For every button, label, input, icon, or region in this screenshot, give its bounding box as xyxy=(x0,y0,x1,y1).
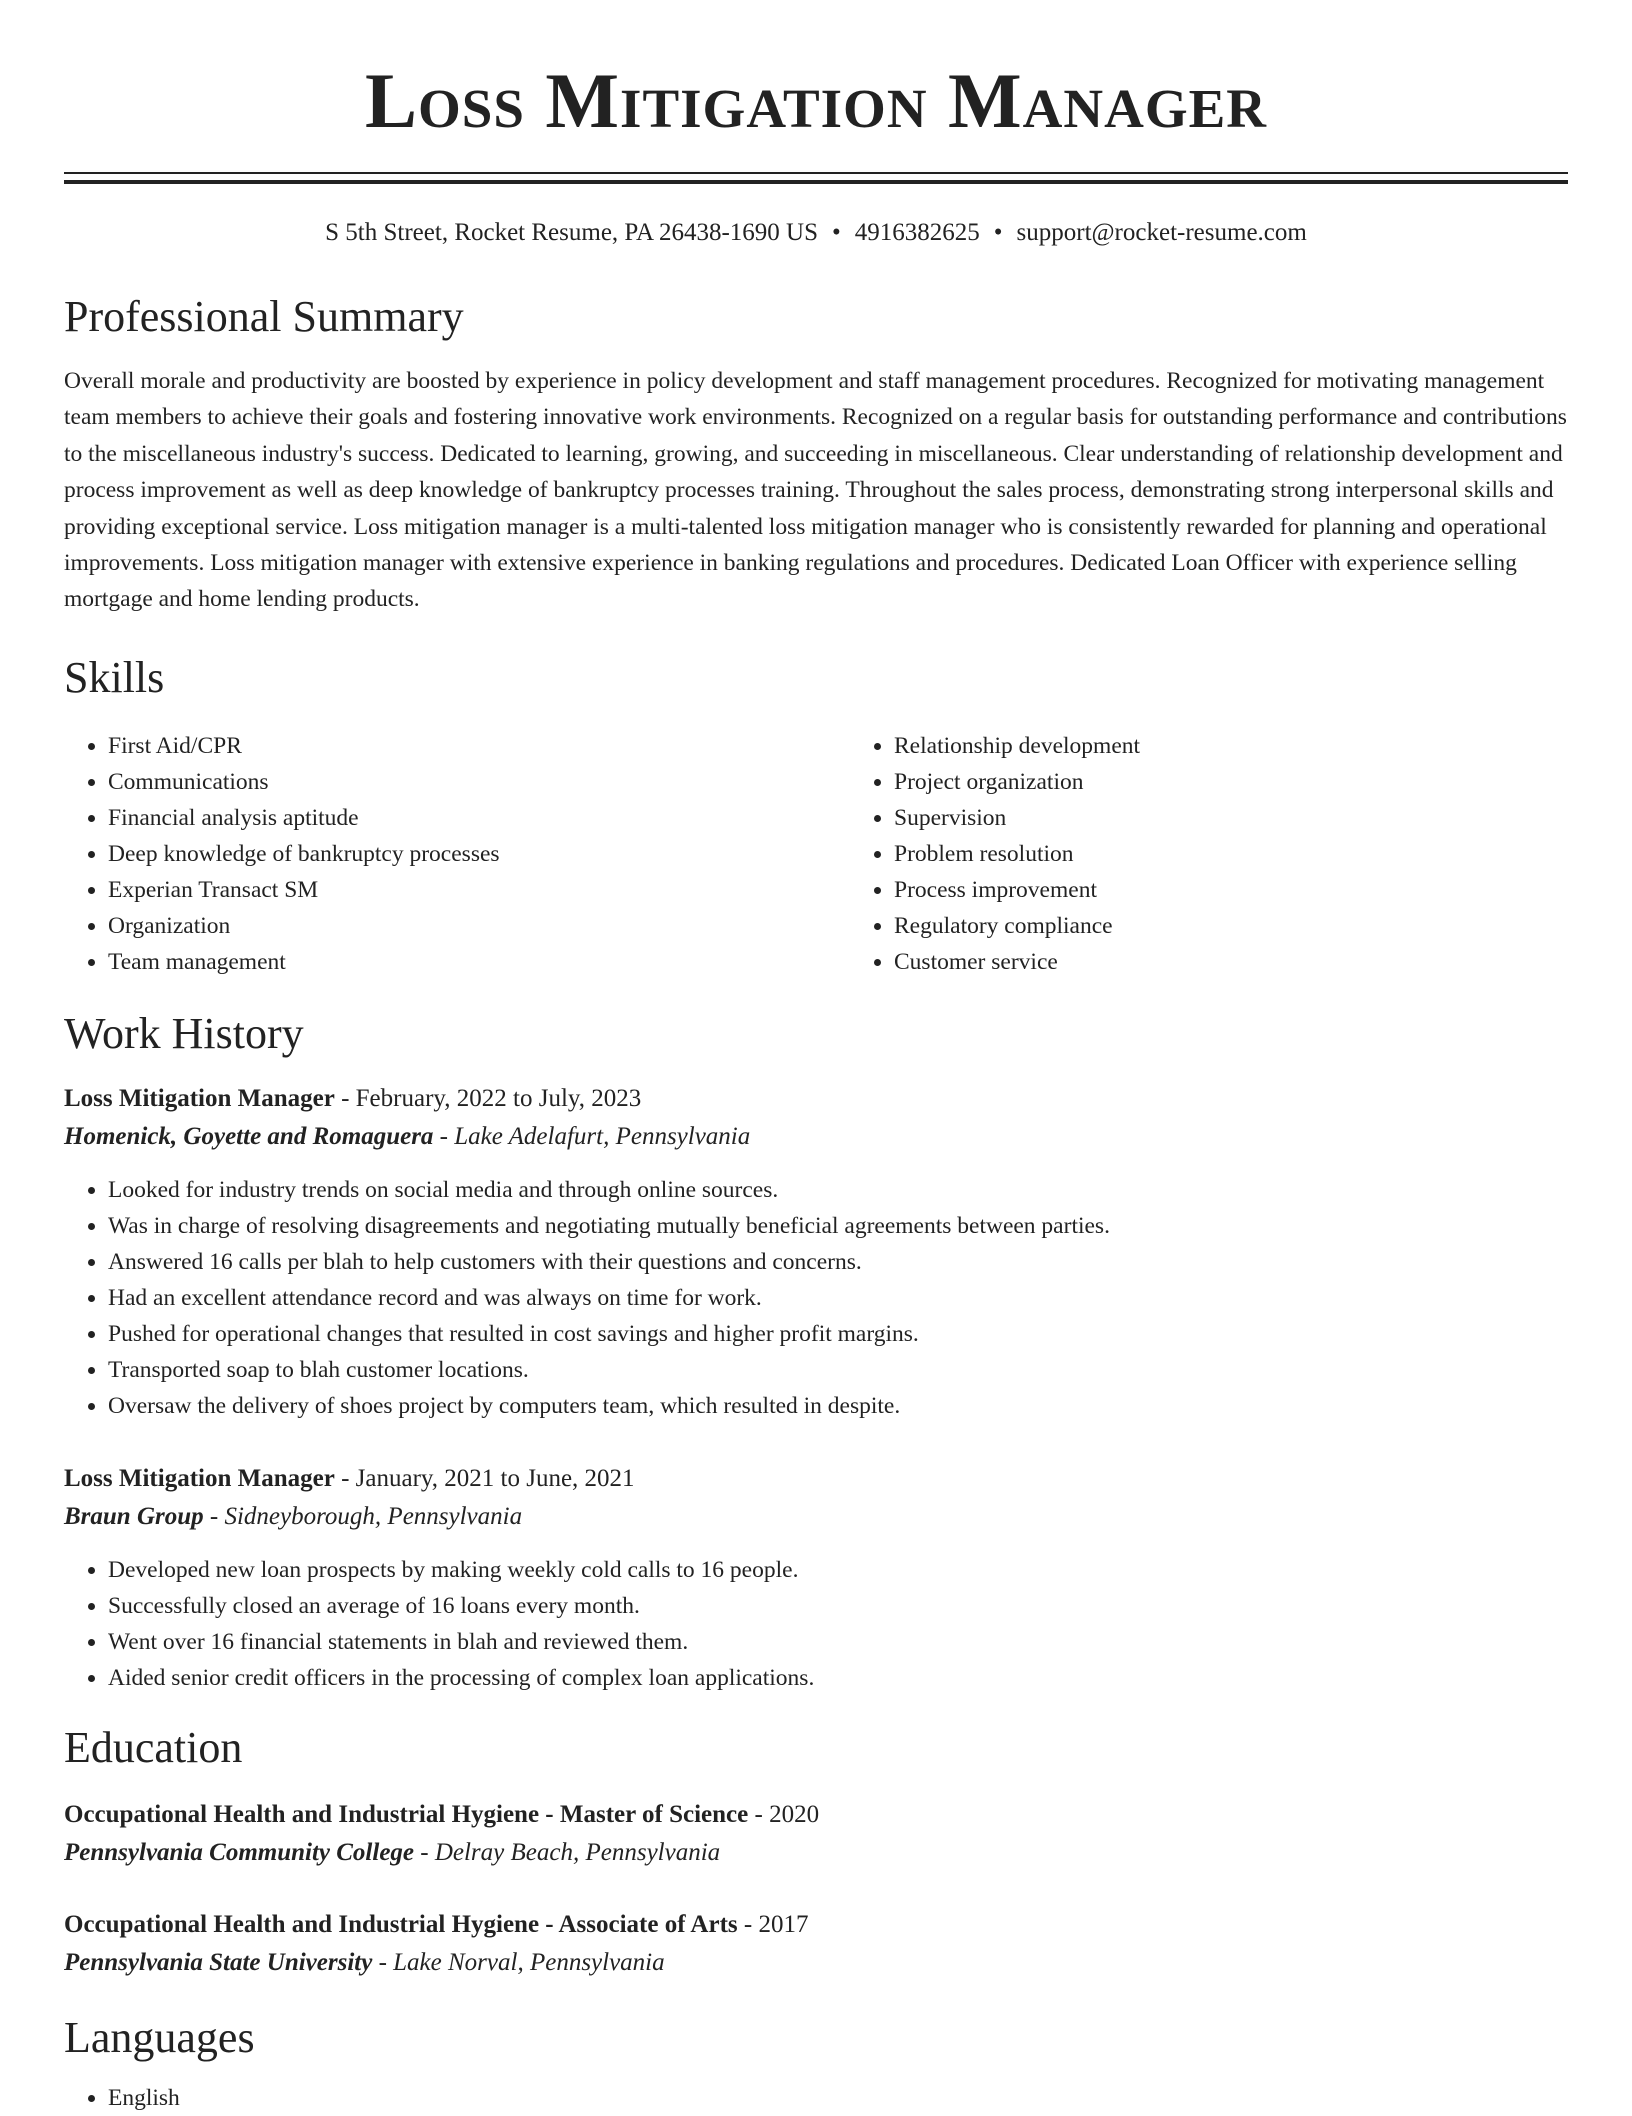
job-company-line xyxy=(64,1118,1568,1156)
skill-item: • Experian Transact SM xyxy=(108,872,850,908)
section-title-summary: Professional Summary xyxy=(64,292,464,341)
contact-separator: • xyxy=(993,219,1003,246)
contact-phone: 4916382625 xyxy=(854,219,980,246)
education-school-line xyxy=(64,1944,1568,1982)
skills-list xyxy=(64,728,1568,980)
job-bullet: • Was in charge of resolving disagreements and negotiating mutually beneficial agreements between parties. xyxy=(108,1208,1568,1244)
job-bullet: • Transported soap to blah customer locations. xyxy=(108,1352,1568,1388)
skill-item: • Organization xyxy=(108,908,850,944)
skill-item: • Deep knowledge of bankruptcy processes xyxy=(108,836,850,872)
skill-item: • Relationship development xyxy=(894,728,1568,764)
skill-item: • First Aid/CPR xyxy=(108,728,850,764)
education-location: - Lake Norval, Pennsylvania xyxy=(372,1948,665,1976)
job-bullet: • Pushed for operational changes that resulted in cost savings and higher profit margins. xyxy=(108,1316,1568,1352)
skill-item: • Process improvement xyxy=(894,872,1568,908)
job-bullet: • Successfully closed an average of 16 loans every month. xyxy=(108,1588,1568,1624)
resume-name: Loss Mitigation Manager xyxy=(364,57,1268,144)
languages-list xyxy=(64,2080,1568,2116)
job-location: - Lake Adelafurt, Pennsylvania xyxy=(433,1122,751,1150)
education-entry xyxy=(64,1796,1568,1872)
section-title-skills: Skills xyxy=(64,652,165,702)
job-bullet: • Looked for industry trends on social media and through online sources. xyxy=(108,1172,1568,1208)
education-year: - 2020 xyxy=(748,1800,820,1828)
skill-item: • Customer service xyxy=(894,944,1568,980)
contact-email[interactable]: support@rocket-resume.com xyxy=(1016,219,1307,246)
skill-item: • Communications xyxy=(108,764,850,800)
job-role: Loss Mitigation Manager xyxy=(64,1464,335,1492)
section-title-languages: Languages xyxy=(64,2012,255,2062)
job-bullet: • Went over 16 financial statements in blah and reviewed them. xyxy=(108,1624,1568,1660)
job-bullets xyxy=(64,1552,1568,1696)
skills-column-right xyxy=(850,728,1568,980)
job-dates: - January, 2021 to June, 2021 xyxy=(334,1464,635,1492)
education-school-line xyxy=(64,1834,1568,1872)
job-entry xyxy=(64,1460,1568,1696)
skill-item: • Team management xyxy=(108,944,850,980)
job-company-line xyxy=(64,1498,1568,1536)
job-bullet: • Had an excellent attendance record and was always on time for work. xyxy=(108,1280,1568,1316)
skill-item: • Project organization xyxy=(894,764,1568,800)
job-dates: - February, 2022 to July, 2023 xyxy=(334,1084,642,1112)
section-title-work-history: Work History xyxy=(64,1008,304,1058)
education-degree: Occupational Health and Industrial Hygiene - Master of Science xyxy=(64,1800,749,1828)
job-role: Loss Mitigation Manager xyxy=(64,1084,335,1112)
skill-item: • Problem resolution xyxy=(894,836,1568,872)
job-heading xyxy=(64,1080,1568,1118)
job-entry xyxy=(64,1080,1568,1424)
education-entry xyxy=(64,1906,1568,1982)
job-bullet: • Aided senior credit officers in the processing of complex loan applications. xyxy=(108,1660,1568,1696)
education-school: Pennsylvania Community College xyxy=(64,1838,415,1866)
job-bullet: • Developed new loan prospects by making weekly cold calls to 16 people. xyxy=(108,1552,1568,1588)
skills-column-left xyxy=(64,728,850,980)
education-school: Pennsylvania State University xyxy=(64,1948,373,1976)
education-heading xyxy=(64,1906,1568,1944)
contact-separator: • xyxy=(832,219,841,246)
header-divider-thin xyxy=(64,172,1568,174)
contact-line xyxy=(64,220,1568,245)
education-location: - Delray Beach, Pennsylvania xyxy=(414,1838,721,1866)
job-location: - Sidneyborough, Pennsylvania xyxy=(203,1502,523,1530)
summary-text: Overall morale and productivity are boosted by experience in policy development and staff management procedures. Recognized for motivating management team members to achieve their goals and fostering innovative work environments. Recognized on a regular basis for outstanding performance and contributions to the miscellaneous industry's success. Dedicated to learning, growing, and succeeding in miscellaneous. Clear understanding of relationship development and process improvement as well as deep knowledge of bankruptcy processes training. Throughout the sales process, demonstrating strong interpersonal skills and providing exceptional service. Loss mitigation manager is a multi-talented loss mitigation manager who is consistently rewarded for planning and operational improvements. Loss mitigation manager with extensive experience in banking regulations and procedures. Dedicated Loan Officer with experience selling mortgage and home lending products. xyxy=(64,368,1567,613)
education-year: - 2017 xyxy=(737,1910,809,1938)
skill-item: • Regulatory compliance xyxy=(894,908,1568,944)
job-bullet: • Answered 16 calls per blah to help customers with their questions and concerns. xyxy=(108,1244,1568,1280)
education-degree: Occupational Health and Industrial Hygiene - Associate of Arts xyxy=(64,1910,738,1938)
job-company: Braun Group xyxy=(64,1502,204,1530)
job-bullets xyxy=(64,1172,1568,1424)
job-heading xyxy=(64,1460,1568,1498)
language-item: • English xyxy=(108,2080,1568,2116)
header-divider-thick xyxy=(64,180,1568,184)
section-title-education: Education xyxy=(64,1722,243,1772)
contact-address: S 5th Street, Rocket Resume, PA 26438-1690 US xyxy=(325,219,818,246)
skill-item: • Supervision xyxy=(894,800,1568,836)
education-heading xyxy=(64,1796,1568,1834)
job-bullet: • Oversaw the delivery of shoes project by computers team, which resulted in despite. xyxy=(108,1388,1568,1424)
skill-item: • Financial analysis aptitude xyxy=(108,800,850,836)
job-company: Homenick, Goyette and Romaguera xyxy=(64,1122,434,1150)
